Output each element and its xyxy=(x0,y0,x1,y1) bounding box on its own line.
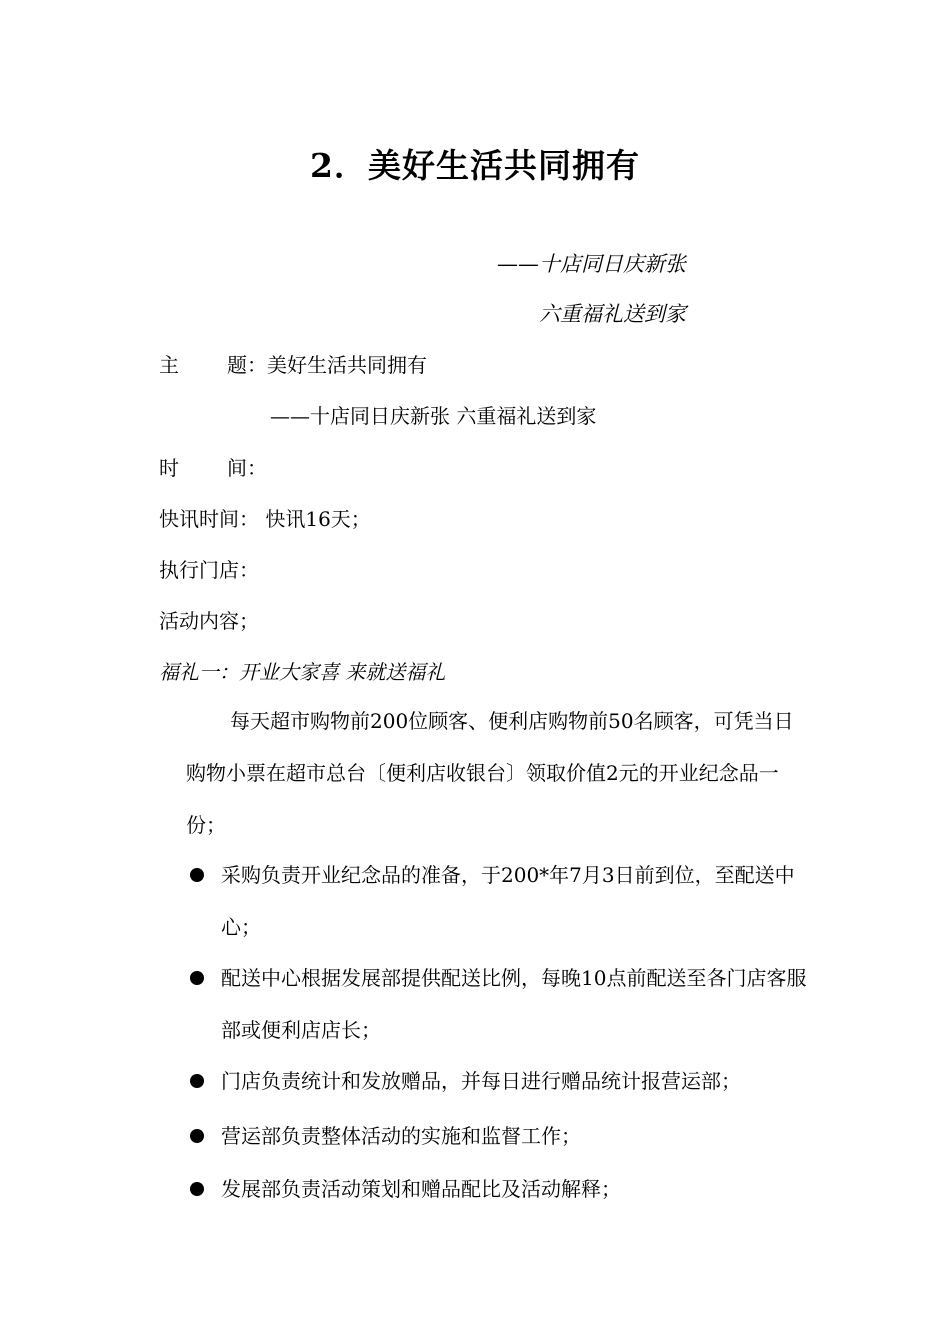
list-item xyxy=(186,1055,808,1107)
time-label-a: 时 xyxy=(159,456,179,480)
time-label-b: 间： xyxy=(227,456,267,480)
list-item xyxy=(186,952,808,1056)
theme-value-line-2: ——十店同日庆新张 六重福礼送到家 xyxy=(270,404,597,428)
theme-label-b: 题： xyxy=(227,353,267,377)
bullet-dot-icon xyxy=(190,868,204,882)
theme-value: 美好生活共同拥有 xyxy=(267,353,427,377)
news-time-row: 快讯时间： 快讯16天； xyxy=(159,507,371,531)
section1-heading: 福礼一：开业大家喜 来就送福礼 xyxy=(159,660,446,684)
document-title: 2．美好生活共同拥有 xyxy=(310,146,640,185)
list-item xyxy=(186,1163,808,1215)
list-item xyxy=(186,1110,808,1162)
stores-row: 执行门店： xyxy=(159,558,259,582)
bullet-dot-icon xyxy=(190,1074,204,1088)
content-row: 活动内容； xyxy=(159,609,259,633)
theme-label-a: 主 xyxy=(159,353,179,377)
list-item-text: 发展部负责活动策划和赠品配比及活动解释； xyxy=(221,1177,621,1201)
theme-row xyxy=(159,350,427,380)
subtitle-line-2: 六重福礼送到家 xyxy=(539,302,686,326)
list-item-text: 营运部负责整体活动的实施和监督工作； xyxy=(221,1124,581,1148)
section1-paragraph-text: 每天超市购物前200位顾客、便利店购物前50名顾客，可凭当日购物小票在超市总台〔便利店收银台〕领取价值2元的开业纪念品一份； xyxy=(186,709,794,837)
list-item-text: 采购负责开业纪念品的准备，于200*年7月3日前到位，至配送中心； xyxy=(221,863,795,939)
time-row xyxy=(159,453,267,483)
list-item-text: 门店负责统计和发放赠品，并每日进行赠品统计报营运部； xyxy=(221,1069,741,1093)
list-item xyxy=(186,849,808,953)
subtitle-line-1: ——十店同日庆新张 xyxy=(497,252,686,276)
list-item-text: 配送中心根据发展部提供配送比例，每晚10点前配送至各门店客服部或便利店店长； xyxy=(221,966,807,1042)
bullet-dot-icon xyxy=(190,1129,204,1143)
bullet-dot-icon xyxy=(190,971,204,985)
bullet-dot-icon xyxy=(190,1182,204,1196)
section1-paragraph xyxy=(186,695,808,851)
